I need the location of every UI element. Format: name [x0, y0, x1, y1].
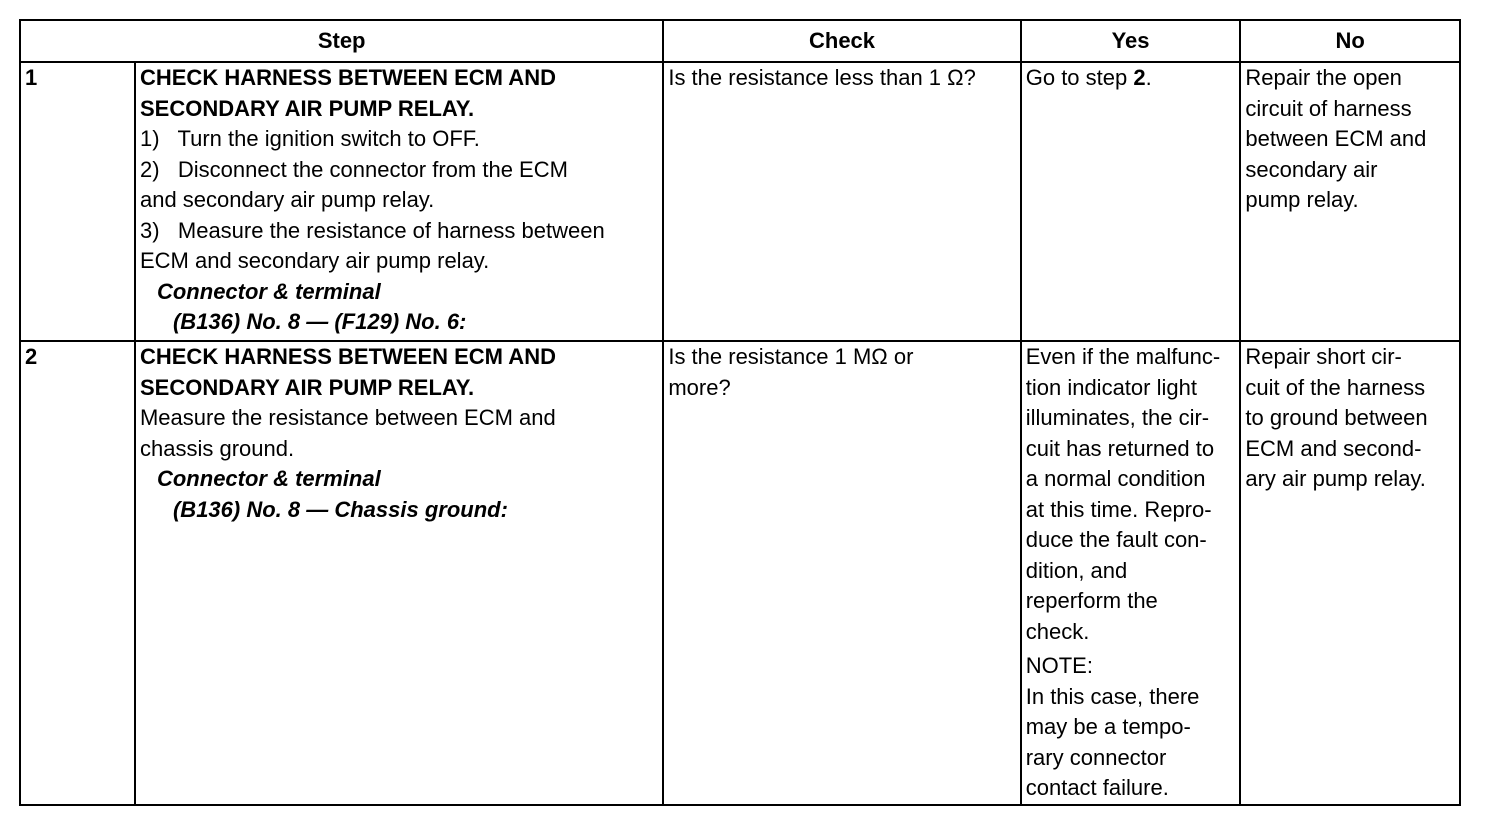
header-row	[20, 20, 1460, 62]
instruction-line: Measure the resistance between ECM and	[139, 405, 556, 430]
no-cell	[1240, 62, 1460, 341]
no-line: Repair the open	[1245, 65, 1402, 90]
yes-line: check.	[1025, 618, 1090, 644]
connector-terminal: (B136) No. 8 — (F129) No. 6:	[172, 309, 467, 334]
yes-step-ref: 2	[1133, 65, 1146, 90]
yes-prefix: Go to step	[1025, 65, 1134, 90]
no-line: ECM and second-	[1245, 435, 1422, 461]
connector-label: Connector & terminal	[156, 278, 381, 304]
no-line: Repair short cir-	[1245, 344, 1402, 369]
header-yes: Yes	[1021, 20, 1241, 62]
check-line: more?	[668, 374, 731, 400]
no-line: circuit of harness	[1245, 95, 1412, 121]
no-line: to ground between	[1245, 405, 1428, 430]
yes-suffix: .	[1145, 65, 1152, 90]
instruction-line: and secondary air pump relay.	[139, 187, 435, 212]
check-cell	[663, 341, 1020, 805]
step-title-line: SECONDARY AIR PUMP RELAY.	[139, 374, 475, 400]
note-label: NOTE:	[1025, 653, 1093, 678]
no-line: ary air pump relay.	[1245, 466, 1426, 491]
instruction-line: chassis ground.	[139, 435, 295, 461]
step-title-line: CHECK HARNESS BETWEEN ECM AND	[139, 344, 556, 369]
header-no: No	[1240, 20, 1460, 62]
check-line: Is the resistance 1 MΩ or	[668, 344, 914, 369]
step-description	[135, 62, 663, 341]
header-step: Step	[20, 20, 663, 62]
check-cell: Is the resistance less than 1 Ω?	[663, 62, 1020, 341]
table-row	[20, 62, 1460, 341]
step-title-line: SECONDARY AIR PUMP RELAY.	[139, 95, 475, 121]
yes-cell	[1021, 341, 1241, 805]
no-line: secondary air	[1245, 156, 1378, 182]
no-line: between ECM and	[1245, 126, 1427, 151]
step-title-line: CHECK HARNESS BETWEEN ECM AND	[139, 65, 556, 90]
yes-line: illuminates, the cir-	[1025, 405, 1210, 430]
no-line: pump relay.	[1245, 187, 1359, 212]
note-line: rary connector	[1025, 744, 1167, 770]
instruction-line: 2) Disconnect the connector from the ECM	[139, 156, 568, 182]
step-description	[135, 341, 663, 805]
instruction-line: 1) Turn the ignition switch to OFF.	[139, 126, 480, 151]
note-line: In this case, there	[1025, 683, 1200, 709]
diagnostic-table	[19, 19, 1461, 806]
table-row	[20, 341, 1460, 805]
connector-label: Connector & terminal	[156, 466, 381, 491]
yes-line: Even if the malfunc-	[1025, 344, 1221, 369]
yes-line: reperform the	[1025, 588, 1158, 613]
no-line: cuit of the harness	[1245, 374, 1426, 400]
yes-cell	[1021, 62, 1241, 341]
step-number: 2	[20, 341, 135, 805]
no-cell	[1240, 341, 1460, 805]
note-line: may be a tempo-	[1025, 714, 1191, 739]
instruction-line: 3) Measure the resistance of harness between	[139, 217, 605, 243]
yes-line: duce the fault con-	[1025, 527, 1207, 552]
yes-line: cuit has returned to	[1025, 435, 1215, 461]
step-number: 1	[20, 62, 135, 341]
connector-terminal: (B136) No. 8 — Chassis ground:	[172, 496, 508, 522]
header-check: Check	[663, 20, 1020, 62]
yes-line: tion indicator light	[1025, 374, 1197, 400]
yes-line: at this time. Repro-	[1025, 496, 1212, 522]
yes-line: a normal condition	[1025, 466, 1206, 491]
note-line: contact failure.	[1025, 775, 1169, 800]
yes-line: dition, and	[1025, 557, 1128, 583]
instruction-line: ECM and secondary air pump relay.	[139, 248, 490, 273]
